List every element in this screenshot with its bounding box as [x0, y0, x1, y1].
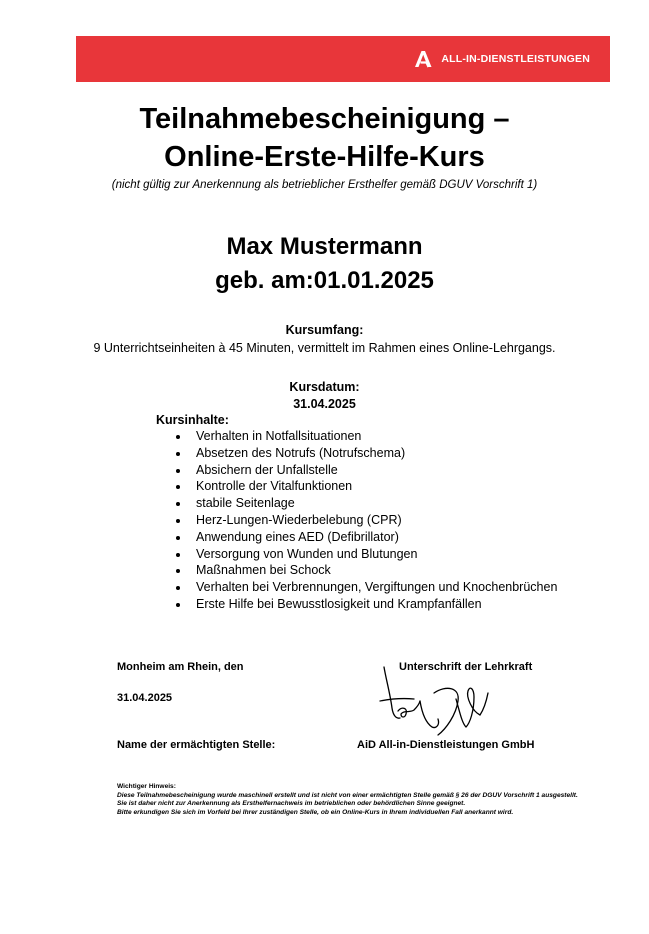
course-scope-label: Kursumfang:	[285, 323, 364, 337]
course-contents-label: Kursinhalte:	[156, 413, 229, 427]
notice-heading: Wichtiger Hinweis:	[117, 783, 176, 790]
notice-line-2: Sie ist daher nicht zur Anerkennung als Ersthelfernachweis im betrieblichen oder behördlichen Sinne geeignet.	[117, 800, 466, 808]
list-item: Herz-Lungen-Wiederbelebung (CPR)	[0, 512, 557, 529]
list-item: Maßnahmen bei Schock	[0, 562, 557, 579]
signature-label: Unterschrift der Lehrkraft	[399, 661, 533, 673]
list-item: Absichern der Unfallstelle	[0, 462, 557, 479]
title-line-1: Teilnahmebescheinigung –	[139, 103, 510, 135]
participant-block	[0, 230, 649, 298]
ad-logo-icon	[412, 48, 434, 70]
course-date: 31.04.2025	[293, 397, 356, 411]
brand	[412, 48, 590, 70]
signature-graphic	[376, 663, 494, 738]
notice-line-1: Diese Teilnahmebescheinigung wurde maschinell erstellt und ist nicht von einer ermächtigten Stelle gemäß § 26 der DGUV Vorschrift 1 ausgestellt.	[117, 791, 578, 799]
document-subtitle: (nicht gültig zur Anerkennung als betrieblicher Ersthelfer gemäß DGUV Vorschrift 1)	[111, 179, 538, 191]
title-line-2: Online-Erste-Hilfe-Kurs	[164, 141, 485, 173]
brand-name: ALL-IN-DIENSTLEISTUNGEN	[441, 53, 590, 65]
list-item: stabile Seitenlage	[0, 495, 557, 512]
list-item: Erste Hilfe bei Bewusstlosigkeit und Krampfanfällen	[0, 596, 557, 613]
document-title	[0, 100, 649, 176]
list-item: Versorgung von Wunden und Blutungen	[0, 546, 557, 563]
participant-name: Max Mustermann	[226, 233, 423, 260]
place-label: Monheim am Rhein, den	[117, 661, 244, 673]
list-item: Kontrolle der Vitalfunktionen	[0, 478, 557, 495]
list-item: Anwendung eines AED (Defibrillator)	[0, 529, 557, 546]
important-notice	[117, 783, 597, 817]
course-scope-text: 9 Unterrichtseinheiten à 45 Minuten, vermittelt im Rahmen eines Online-Lehrgangs.	[93, 341, 556, 355]
place-date: 31.04.2025	[117, 692, 173, 704]
notice-line-3: Bitte erkundigen Sie sich im Vorfeld bei Ihrer zuständigen Stelle, ob ein Online-Kurs in Ihrem individuellen Fall anerkannt wird.	[117, 808, 514, 816]
authority-name: AiD All-in-Dienstleistungen GmbH	[357, 739, 535, 751]
course-date-label: Kursdatum:	[289, 380, 360, 394]
authority-label: Name der ermächtigten Stelle:	[117, 739, 276, 751]
list-item: Verhalten in Notfallsituationen	[0, 428, 557, 445]
header-banner	[76, 36, 610, 82]
list-item: Verhalten bei Verbrennungen, Vergiftungen und Knochenbrüchen	[0, 579, 557, 596]
birth-date: geb. am:01.01.2025	[215, 267, 434, 294]
list-item: Absetzen des Notrufs (Notrufschema)	[0, 445, 557, 462]
course-topics-list	[0, 428, 557, 613]
